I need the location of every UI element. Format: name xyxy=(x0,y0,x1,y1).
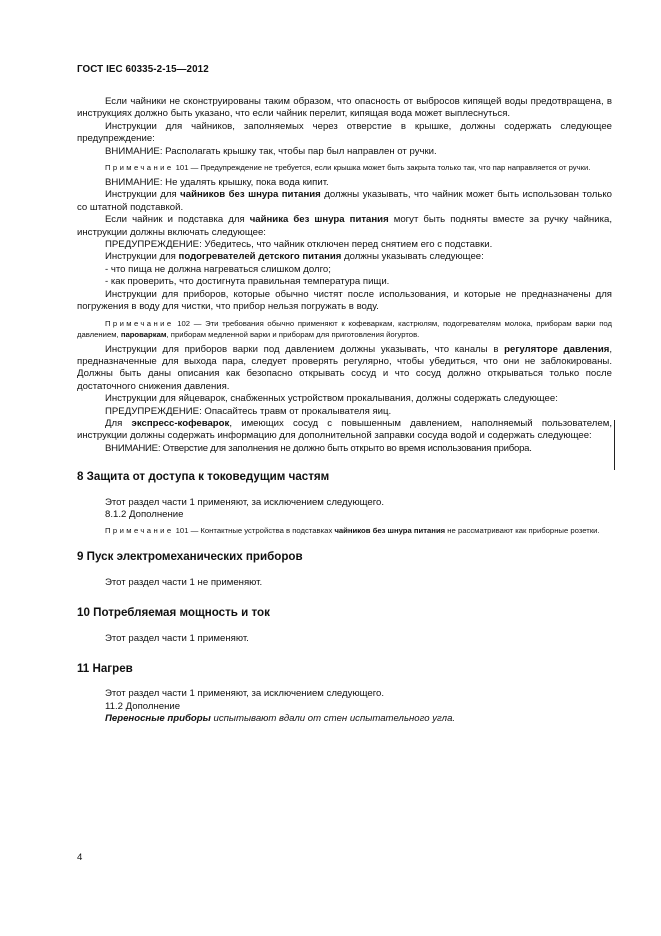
term: Переносные приборы xyxy=(105,713,211,725)
change-bar xyxy=(614,420,615,470)
section-7-continuation xyxy=(77,96,612,455)
page-number: 4 xyxy=(77,852,83,863)
section-11-body xyxy=(77,688,612,725)
note-text: 102 — Эти требования обычно применяют к кофеваркам, кастрюлям, подогревателям молока, приборам варки под давлением, xyxy=(77,318,612,339)
text-run: Для xyxy=(105,417,132,429)
note-label: Примечание xyxy=(105,163,174,173)
note-text: 101 — Контактные устройства в подставках xyxy=(175,526,335,536)
section-10-heading: 10 Потребляемая мощность и ток xyxy=(77,606,270,620)
document-body xyxy=(77,96,612,726)
paragraph: Этот раздел части 1 применяют. xyxy=(105,632,249,644)
note xyxy=(77,318,612,340)
subclause-heading: 8.1.2 Дополнение xyxy=(105,508,184,520)
warning-text: ПРЕДУПРЕЖДЕНИЕ: Опасайтесь травм от прокалывателя яиц. xyxy=(105,405,392,417)
text-run: , предназначенные для выхода пара, следует проверять регулярно, чтобы убедиться, что они не заблокированы. Должны быть даны описания как безопасно открывать сосуд и что сосуд должно открываться только после достаточного снижения давления. xyxy=(77,343,612,392)
warning-text: ВНИМАНИЕ: Не удалять крышку, пока вода кипит. xyxy=(105,177,329,189)
note xyxy=(77,525,612,536)
text-run: Инструкции для xyxy=(105,189,181,201)
paragraph xyxy=(77,189,612,214)
term: чайников без шнура питания xyxy=(334,526,446,536)
warning-text: ВНИМАНИЕ: Располагать крышку так, чтобы пар был направлен от ручки. xyxy=(105,145,437,157)
note-text: , приборам медленной варки и приборам для приготовления йогуртов. xyxy=(166,329,420,339)
term: регуляторе давления xyxy=(504,343,610,355)
section-8-heading: 8 Защита от доступа к токоведущим частям xyxy=(77,470,330,484)
subclause-heading: 11.2 Дополнение xyxy=(105,700,181,712)
changed-block xyxy=(77,418,612,455)
note xyxy=(77,162,612,173)
text-run: испытывают вдали от стен испытательного угла. xyxy=(210,713,456,725)
paragraph: Инструкции для чайников, заполняемых через отверстие в крышке, должны содержать следующее предупреждение: xyxy=(77,120,612,145)
section-9-heading: 9 Пуск электромеханических приборов xyxy=(77,550,303,564)
paragraph xyxy=(77,713,612,725)
text-run: Если чайник и подставка для xyxy=(105,214,250,226)
section-11-heading: 11 Нагрев xyxy=(77,662,133,675)
paragraph: Этот раздел части 1 не применяют. xyxy=(105,576,263,588)
list-item: - что пища не должна нагреваться слишком долго; xyxy=(105,263,331,275)
text-run: Инструкции для xyxy=(105,251,179,263)
paragraph xyxy=(77,251,612,263)
warning-text: ВНИМАНИЕ: Отверстие для заполнения не должно быть открыто во время использования прибора. xyxy=(105,442,532,454)
term: чайников без шнура питания xyxy=(180,189,321,201)
paragraph: Если чайники не сконструированы таким образом, что опасность от выбросов кипящей воды предотвращена, в инструкциях должно быть указано, что если чайник перелит, кипящая вода может выплеснуться. xyxy=(77,96,612,120)
list-item: - как проверить, что достигнута правильная температура пищи. xyxy=(105,276,390,288)
text-run: , имеющих сосуд с повышенным давлением, наполняемый пользователем, инструкции должны содержать информацию для дополнительной заправки сосуда водой и содержать следующее: xyxy=(77,417,612,442)
text-run: должны указывать, что чайник может быть использован только со штатной подставкой. xyxy=(77,189,612,213)
warning-text: ПРЕДУПРЕЖДЕНИЕ: Убедитесь, что чайник отключен перед снятием его с подставки. xyxy=(105,239,493,251)
term: подогревателей детского питания xyxy=(178,251,342,263)
document-header: ГОСТ IEC 60335-2-15—2012 xyxy=(77,64,209,75)
paragraph: Этот раздел части 1 применяют, за исключением следующего. xyxy=(105,496,385,508)
text-run: Инструкции для приборов варки под давлением должны указывать, что каналы в xyxy=(105,343,505,355)
paragraph: Инструкции для яйцеварок, снабженных устройством прокалывания, должны содержать следующее: xyxy=(105,393,558,405)
paragraph xyxy=(77,214,612,239)
text-run: должны указывать следующее: xyxy=(341,251,484,263)
note-text: 101 — Предупреждение не требуется, если крышка может быть закрыта только так, что пар направляется от ручки. xyxy=(175,163,591,173)
term: чайника без шнура питания xyxy=(249,214,389,226)
section-8-body xyxy=(77,497,612,537)
paragraph: Этот раздел части 1 применяют, за исключением следующего. xyxy=(105,688,385,700)
term: пароваркам xyxy=(120,329,167,339)
text-run: могут быть подняты вместе за ручку чайника, инструкции должны включать следующее: xyxy=(77,214,612,238)
term: экспресс-кофеварок xyxy=(131,417,230,429)
note-label: Примечание xyxy=(105,526,174,536)
note-label: Примечание xyxy=(105,318,174,328)
paragraph xyxy=(77,344,612,394)
paragraph: Инструкции для приборов, которые обычно чистят после использования, и которые не предназначены для погружения в воду для чистки, что прибор нельзя погружать в воду. xyxy=(77,288,612,313)
note-text: не рассматривают как приборные розетки. xyxy=(445,526,600,536)
paragraph xyxy=(77,418,612,443)
